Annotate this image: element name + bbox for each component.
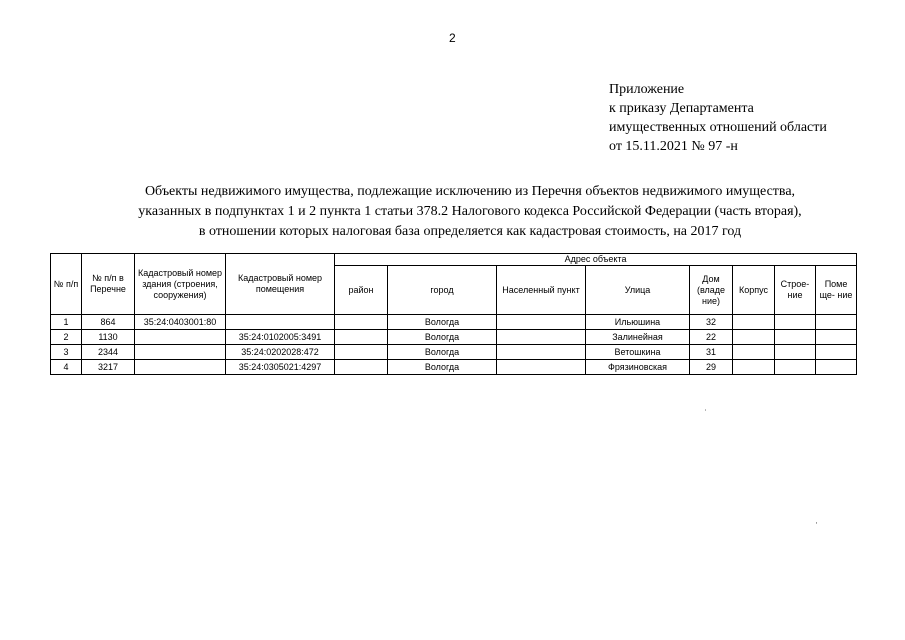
cell-premises-cadastral xyxy=(226,315,335,330)
title-line: Объекты недвижимого имущества, подлежащие исключению из Перечня объектов недвижимого имущества, xyxy=(144,184,796,199)
cell-list-num: 3217 xyxy=(82,360,135,375)
cell-premises xyxy=(816,345,857,360)
header-locality: Населенный пункт xyxy=(497,266,586,315)
cell-building-cadastral xyxy=(135,360,226,375)
cell-locality xyxy=(497,345,586,360)
cell-city: Вологда xyxy=(388,345,497,360)
cell-list-num: 864 xyxy=(82,315,135,330)
cell-street: Залинейная xyxy=(586,330,690,345)
cell-district xyxy=(335,330,388,345)
cell-block xyxy=(733,330,775,345)
table-row xyxy=(51,345,857,360)
cell-house: 22 xyxy=(690,330,733,345)
cell-district xyxy=(335,315,388,330)
cell-structure xyxy=(775,330,816,345)
appendix-line: Приложение xyxy=(609,82,685,97)
cell-locality xyxy=(497,330,586,345)
appendix-line: от 15.11.2021 № 97 -н xyxy=(609,139,738,154)
cell-street: Ветошкина xyxy=(586,345,690,360)
header-num: № п/п xyxy=(51,254,82,315)
cell-street: Фрязиновская xyxy=(586,360,690,375)
cell-locality xyxy=(497,315,586,330)
cell-num: 3 xyxy=(51,345,82,360)
header-structure: Строе- ние xyxy=(775,266,816,315)
cell-num: 2 xyxy=(51,330,82,345)
cell-block xyxy=(733,315,775,330)
cell-premises-cadastral: 35:24:0305021:4297 xyxy=(226,360,335,375)
header-street: Улица xyxy=(586,266,690,315)
cell-list-num: 1130 xyxy=(82,330,135,345)
cell-district xyxy=(335,345,388,360)
cell-city: Вологда xyxy=(388,360,497,375)
header-house: Дом (владе ние) xyxy=(690,266,733,315)
header-district: район xyxy=(335,266,388,315)
title-line: в отношении которых налоговая база определяется как кадастровая стоимость, на 2017 год xyxy=(198,224,742,239)
cell-house: 29 xyxy=(690,360,733,375)
appendix-line: имущественных отношений области xyxy=(609,120,827,135)
scan-speck: · xyxy=(815,518,818,528)
cell-num: 4 xyxy=(51,360,82,375)
cell-house: 32 xyxy=(690,315,733,330)
objects-table xyxy=(50,253,857,375)
cell-num: 1 xyxy=(51,315,82,330)
header-address: Адрес объекта xyxy=(335,254,857,266)
table-row xyxy=(51,330,857,345)
cell-city: Вологда xyxy=(388,330,497,345)
page-number: 2 xyxy=(449,31,456,45)
cell-premises xyxy=(816,360,857,375)
cell-locality xyxy=(497,360,586,375)
appendix-line: к приказу Департамента xyxy=(609,101,754,116)
cell-list-num: 2344 xyxy=(82,345,135,360)
document-title xyxy=(40,182,900,242)
cell-city: Вологда xyxy=(388,315,497,330)
cell-premises xyxy=(816,315,857,330)
cell-district xyxy=(335,360,388,375)
cell-structure xyxy=(775,360,816,375)
cell-premises-cadastral: 35:24:0102005:3491 xyxy=(226,330,335,345)
header-premises-cadastral: Кадастровый номер помещения xyxy=(226,254,335,315)
header-block: Корпус xyxy=(733,266,775,315)
header-premises: Поме ще- ние xyxy=(816,266,857,315)
scan-speck: ˙ xyxy=(704,408,707,418)
cell-premises xyxy=(816,330,857,345)
cell-structure xyxy=(775,315,816,330)
table-row xyxy=(51,360,857,375)
cell-house: 31 xyxy=(690,345,733,360)
cell-building-cadastral xyxy=(135,345,226,360)
header-building-cadastral: Кадастровый номер здания (строения, сооружения) xyxy=(135,254,226,315)
header-list-num: № п/п в Перечне xyxy=(82,254,135,315)
header-city: город xyxy=(388,266,497,315)
cell-structure xyxy=(775,345,816,360)
cell-block xyxy=(733,360,775,375)
cell-premises-cadastral: 35:24:0202028:472 xyxy=(226,345,335,360)
cell-building-cadastral: 35:24:0403001:80 xyxy=(135,315,226,330)
cell-block xyxy=(733,345,775,360)
title-line: указанных в подпунктах 1 и 2 пункта 1 статьи 378.2 Налогового кодекса Российской Федерации (часть вторая), xyxy=(138,204,802,219)
table-row xyxy=(51,315,857,330)
cell-building-cadastral xyxy=(135,330,226,345)
appendix-block xyxy=(609,80,827,156)
cell-street: Ильюшина xyxy=(586,315,690,330)
